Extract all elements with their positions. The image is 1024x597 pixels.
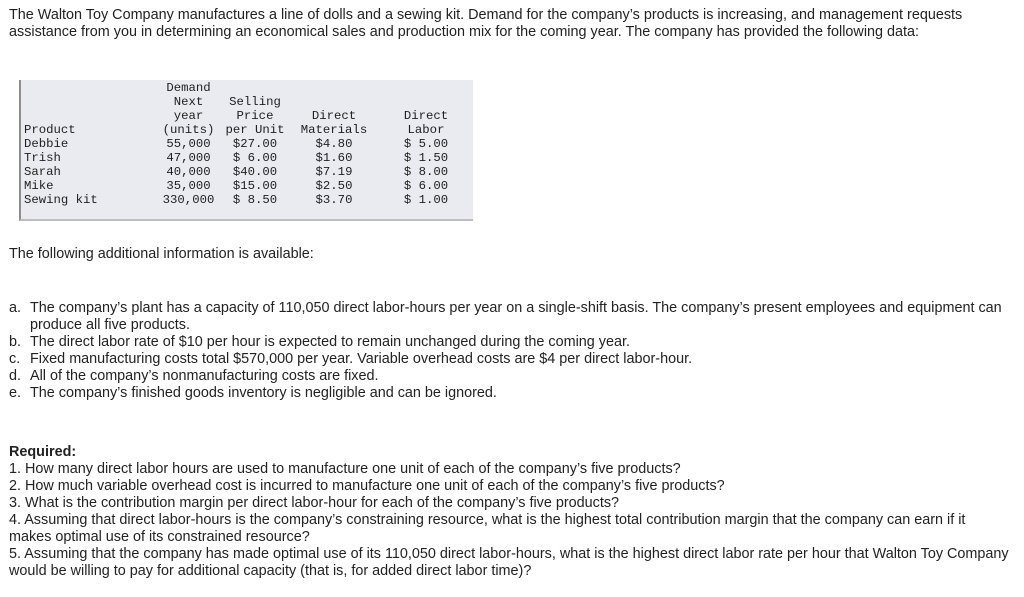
list-item [9, 334, 1009, 351]
intro-paragraph: The Walton Toy Company manufactures a line of dolls and a sewing kit. Demand for the company’s products is increasing, and management requests assistance from you in determining an economical sales and production mix for the coming year. The company has provided the following data: [9, 7, 963, 40]
header-demand-line3: year [173, 109, 204, 123]
cell-product: Sewing kit [24, 193, 98, 207]
cell-labor: $ 1.00 [403, 193, 449, 207]
header-demand-line2: Next [173, 95, 204, 109]
cell-product: Trish [24, 151, 61, 165]
cell-labor: $ 6.00 [403, 179, 449, 193]
cell-price: $ 6.00 [232, 151, 278, 165]
header-demand-line1: Demand [166, 81, 211, 95]
list-item-letter: e. [9, 385, 22, 401]
cell-price: $15.00 [232, 179, 278, 193]
header-materials-line2: Materials [300, 123, 368, 137]
cell-product: Sarah [24, 165, 61, 179]
list-item-text: All of the company’s nonmanufacturing costs are fixed. [30, 368, 379, 384]
list-item [9, 385, 1009, 402]
list-item-letter: b. [9, 334, 22, 350]
required-item: 1. How many direct labor hours are used to manufacture one unit of each of the company’s five products? [9, 461, 681, 477]
required-item: 3. What is the contribution margin per direct labor-hour for each of the company’s five products? [9, 495, 620, 511]
cell-demand: 55,000 [166, 137, 211, 151]
cell-demand: 35,000 [166, 179, 211, 193]
cell-product: Mike [24, 179, 54, 193]
list-item-letter: c. [9, 351, 21, 367]
list-item-text: The company’s plant has a capacity of 110,050 direct labor-hours per year on a single-shift basis. The company’s present employees and equipment can produce all five products. [30, 300, 1002, 333]
cell-materials: $3.70 [315, 193, 353, 207]
cell-price: $ 8.50 [232, 193, 278, 207]
header-price-line3: per Unit [225, 123, 285, 137]
list-item-text: The company’s finished goods inventory is negligible and can be ignored. [30, 385, 497, 401]
cell-demand: 40,000 [166, 165, 211, 179]
header-labor-line1: Direct [403, 109, 449, 123]
cell-demand: 330,000 [162, 193, 215, 207]
list-item-letter: a. [9, 300, 22, 316]
required-item: 4. Assuming that direct labor-hours is the company’s constraining resource, what is the highest total contribution margin that the company can earn if it makes optimal use of its constrained resource? [9, 512, 966, 545]
cell-demand: 47,000 [166, 151, 211, 165]
list-item [9, 368, 1009, 385]
list-item-text: The direct labor rate of $10 per hour is expected to remain unchanged during the coming year. [30, 334, 630, 350]
additional-info-list [9, 300, 1009, 402]
cell-materials: $1.60 [315, 151, 353, 165]
cell-materials: $7.19 [315, 165, 353, 179]
table-row [24, 179, 473, 193]
cell-price: $27.00 [232, 137, 278, 151]
required-heading: Required: [9, 444, 77, 460]
table-row [24, 137, 473, 151]
cell-materials: $4.80 [315, 137, 353, 151]
table-row [24, 151, 473, 165]
header-labor-line2: Labor [407, 123, 445, 137]
header-price-line2: Price [236, 109, 274, 123]
cell-product: Debbie [24, 137, 69, 151]
cell-materials: $2.50 [315, 179, 353, 193]
header-materials-line1: Direct [311, 109, 357, 123]
cell-labor: $ 5.00 [403, 137, 449, 151]
list-item [9, 300, 1009, 334]
cell-labor: $ 8.00 [403, 165, 449, 179]
header-price-line1: Selling [229, 95, 281, 109]
cell-price: $40.00 [232, 165, 278, 179]
additional-info-intro: The following additional information is available: [9, 246, 314, 262]
header-product: Product [24, 123, 76, 137]
table-row [24, 193, 473, 207]
required-section [9, 444, 1009, 580]
required-item: 2. How much variable overhead cost is incurred to manufacture one unit of each of the company’s five products? [9, 478, 725, 494]
table-row [24, 165, 473, 179]
header-demand-line4: (units) [162, 123, 215, 137]
product-data-table [19, 80, 473, 221]
list-item-text: Fixed manufacturing costs total $570,000 per year. Variable overhead costs are $4 per direct labor-hour. [30, 351, 693, 367]
required-item: 5. Assuming that the company has made optimal use of its 110,050 direct labor-hours, what is the highest direct labor rate per hour that Walton Toy Company would be willing to pay for additional capacity (that is, for added direct labor time)? [9, 546, 1009, 579]
list-item-letter: d. [9, 368, 22, 384]
cell-labor: $ 1.50 [403, 151, 449, 165]
list-item [9, 351, 1009, 368]
